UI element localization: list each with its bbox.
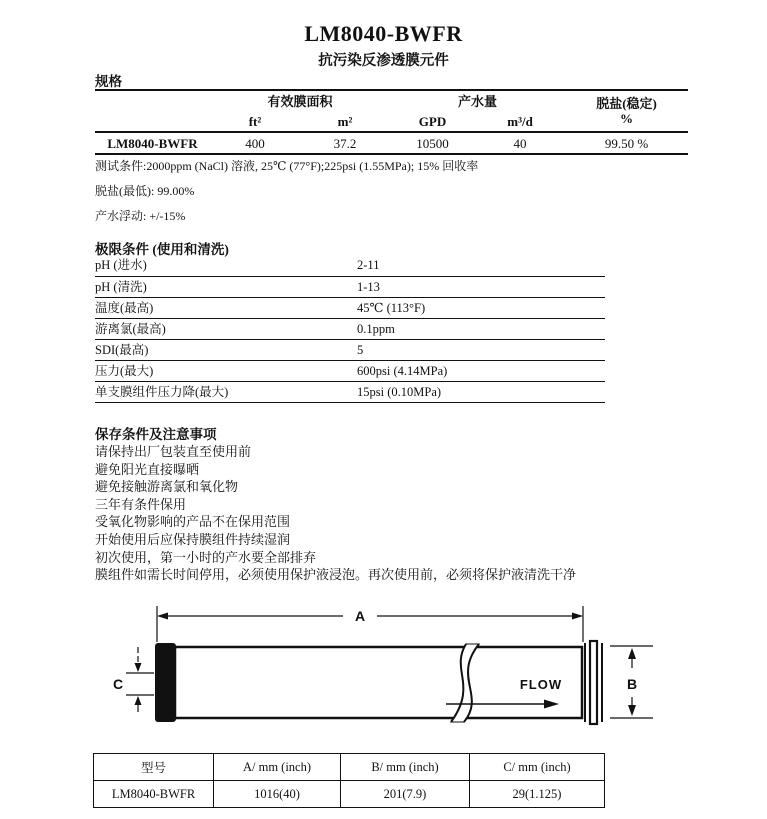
- limit-value: 0.1ppm: [357, 318, 605, 339]
- flow-label: FLOW: [519, 677, 563, 692]
- storage-note: 避免阳光直接曝晒: [95, 461, 200, 477]
- limit-row: [95, 255, 605, 276]
- storage-note: 三年有条件保用: [95, 496, 187, 512]
- spec-heading: 规格: [95, 74, 122, 89]
- limit-label: 温度(最高): [95, 297, 357, 318]
- spec-model: LM8040-BWFR: [107, 135, 198, 151]
- spec-group-rejection: [565, 90, 688, 132]
- spec-unit-ft2: ft²: [210, 112, 300, 132]
- dim-c-value: 29(1.125): [470, 781, 605, 808]
- spec-unit-m2: m²: [300, 112, 390, 132]
- spec-group-rejection-line2: %: [620, 111, 634, 126]
- min-rejection-line: 脱盐(最低): 99.00%: [95, 184, 195, 198]
- limit-row: [95, 339, 605, 360]
- brine-seal-end-cap: [155, 643, 176, 722]
- storage-note: 避免接触游离氯和氧化物: [95, 479, 239, 495]
- storage-notes: [95, 443, 576, 584]
- limit-label: pH (清洗): [95, 276, 357, 297]
- end-rings: [585, 641, 602, 724]
- dimension-a: [157, 606, 583, 642]
- spec-table: [95, 89, 688, 155]
- storage-note: 开始使用后应保持膜组件持续湿润: [95, 531, 291, 547]
- limit-row: [95, 297, 605, 318]
- limit-value: 1-13: [357, 276, 605, 297]
- dimension-c: [126, 647, 154, 712]
- limit-label: SDI(最高): [95, 339, 357, 360]
- storage-note: 请保持出厂包装直至使用前: [95, 444, 252, 459]
- dim-header-b: B/ mm (inch): [341, 754, 470, 781]
- spec-flow-gpd: 10500: [416, 135, 449, 151]
- dimensions-data-row: [94, 781, 605, 808]
- limit-label: 压力(最大): [95, 360, 357, 381]
- spec-unit-m3d: m³/d: [475, 112, 565, 132]
- storage-note: 受氧化物影响的产品不在保用范围: [95, 514, 291, 530]
- limit-value: 2-11: [357, 255, 605, 276]
- page-subtitle: 抗污染反渗透膜元件: [318, 53, 449, 69]
- spec-group-rejection-line1: 脱盐(稳定): [596, 96, 657, 111]
- dim-model: LM8040-BWFR: [94, 781, 214, 808]
- limit-label: 游离氯(最高): [95, 318, 357, 339]
- limit-value: 5: [357, 339, 605, 360]
- spec-group-area: 有效膜面积: [267, 94, 333, 109]
- limit-label: pH (进水): [95, 255, 357, 276]
- dimension-a-label: A: [354, 608, 366, 624]
- spec-area-ft2: 400: [245, 135, 265, 151]
- limit-value: 45℃ (113°F): [357, 297, 605, 318]
- dimensions-header-row: [94, 754, 605, 781]
- limit-row: [95, 276, 605, 297]
- spec-rejection-value: 99.50 %: [604, 135, 649, 151]
- spec-corner-cell: [95, 90, 210, 112]
- membrane-element-diagram: [0, 600, 767, 755]
- spec-unit-gpd: GPD: [390, 112, 475, 132]
- storage-note: 膜组件如需长时间停用，必须使用保护液浸泡。再次使用前，必须将保护液清洗干净: [95, 567, 577, 583]
- limits-heading: 极限条件 (使用和清洗): [95, 242, 229, 257]
- limits-table: [95, 255, 605, 403]
- dim-header-c: C/ mm (inch): [470, 754, 605, 781]
- dimension-c-label: C: [112, 676, 124, 692]
- spec-group-flow: 产水量: [458, 94, 498, 109]
- flow-tolerance-line: 产水浮动: +/-15%: [95, 209, 186, 223]
- dim-b-value: 201(7.9): [341, 781, 470, 808]
- spec-area-m2: 37.2: [333, 135, 357, 151]
- spec-empty-cell: [95, 112, 210, 132]
- limit-row: [95, 381, 605, 402]
- limit-value: 600psi (4.14MPa): [357, 360, 605, 381]
- test-conditions-line: 测试条件:2000ppm (NaCl) 溶液, 25℃ (77°F);225psi (1.55MPa); 15% 回收率: [95, 159, 479, 173]
- storage-note: 初次使用，第一小时的产水要全部排弃: [95, 549, 317, 565]
- storage-heading: 保存条件及注意事项: [95, 427, 217, 442]
- dim-header-a: A/ mm (inch): [214, 754, 341, 781]
- limit-value: 15psi (0.10MPa): [357, 381, 605, 402]
- dimension-b-label: B: [626, 676, 638, 692]
- spec-flow-m3d: 40: [513, 135, 527, 151]
- spec-data-row: [95, 132, 688, 154]
- dim-a-value: 1016(40): [214, 781, 341, 808]
- spec-group-header-row: [95, 90, 688, 112]
- limit-row: [95, 318, 605, 339]
- dimensions-table: [93, 753, 605, 808]
- page-title: LM8040-BWFR: [304, 21, 463, 46]
- limit-row: [95, 360, 605, 381]
- limit-label: 单支膜组件压力降(最大): [95, 381, 357, 402]
- dim-header-model: 型号: [94, 754, 214, 781]
